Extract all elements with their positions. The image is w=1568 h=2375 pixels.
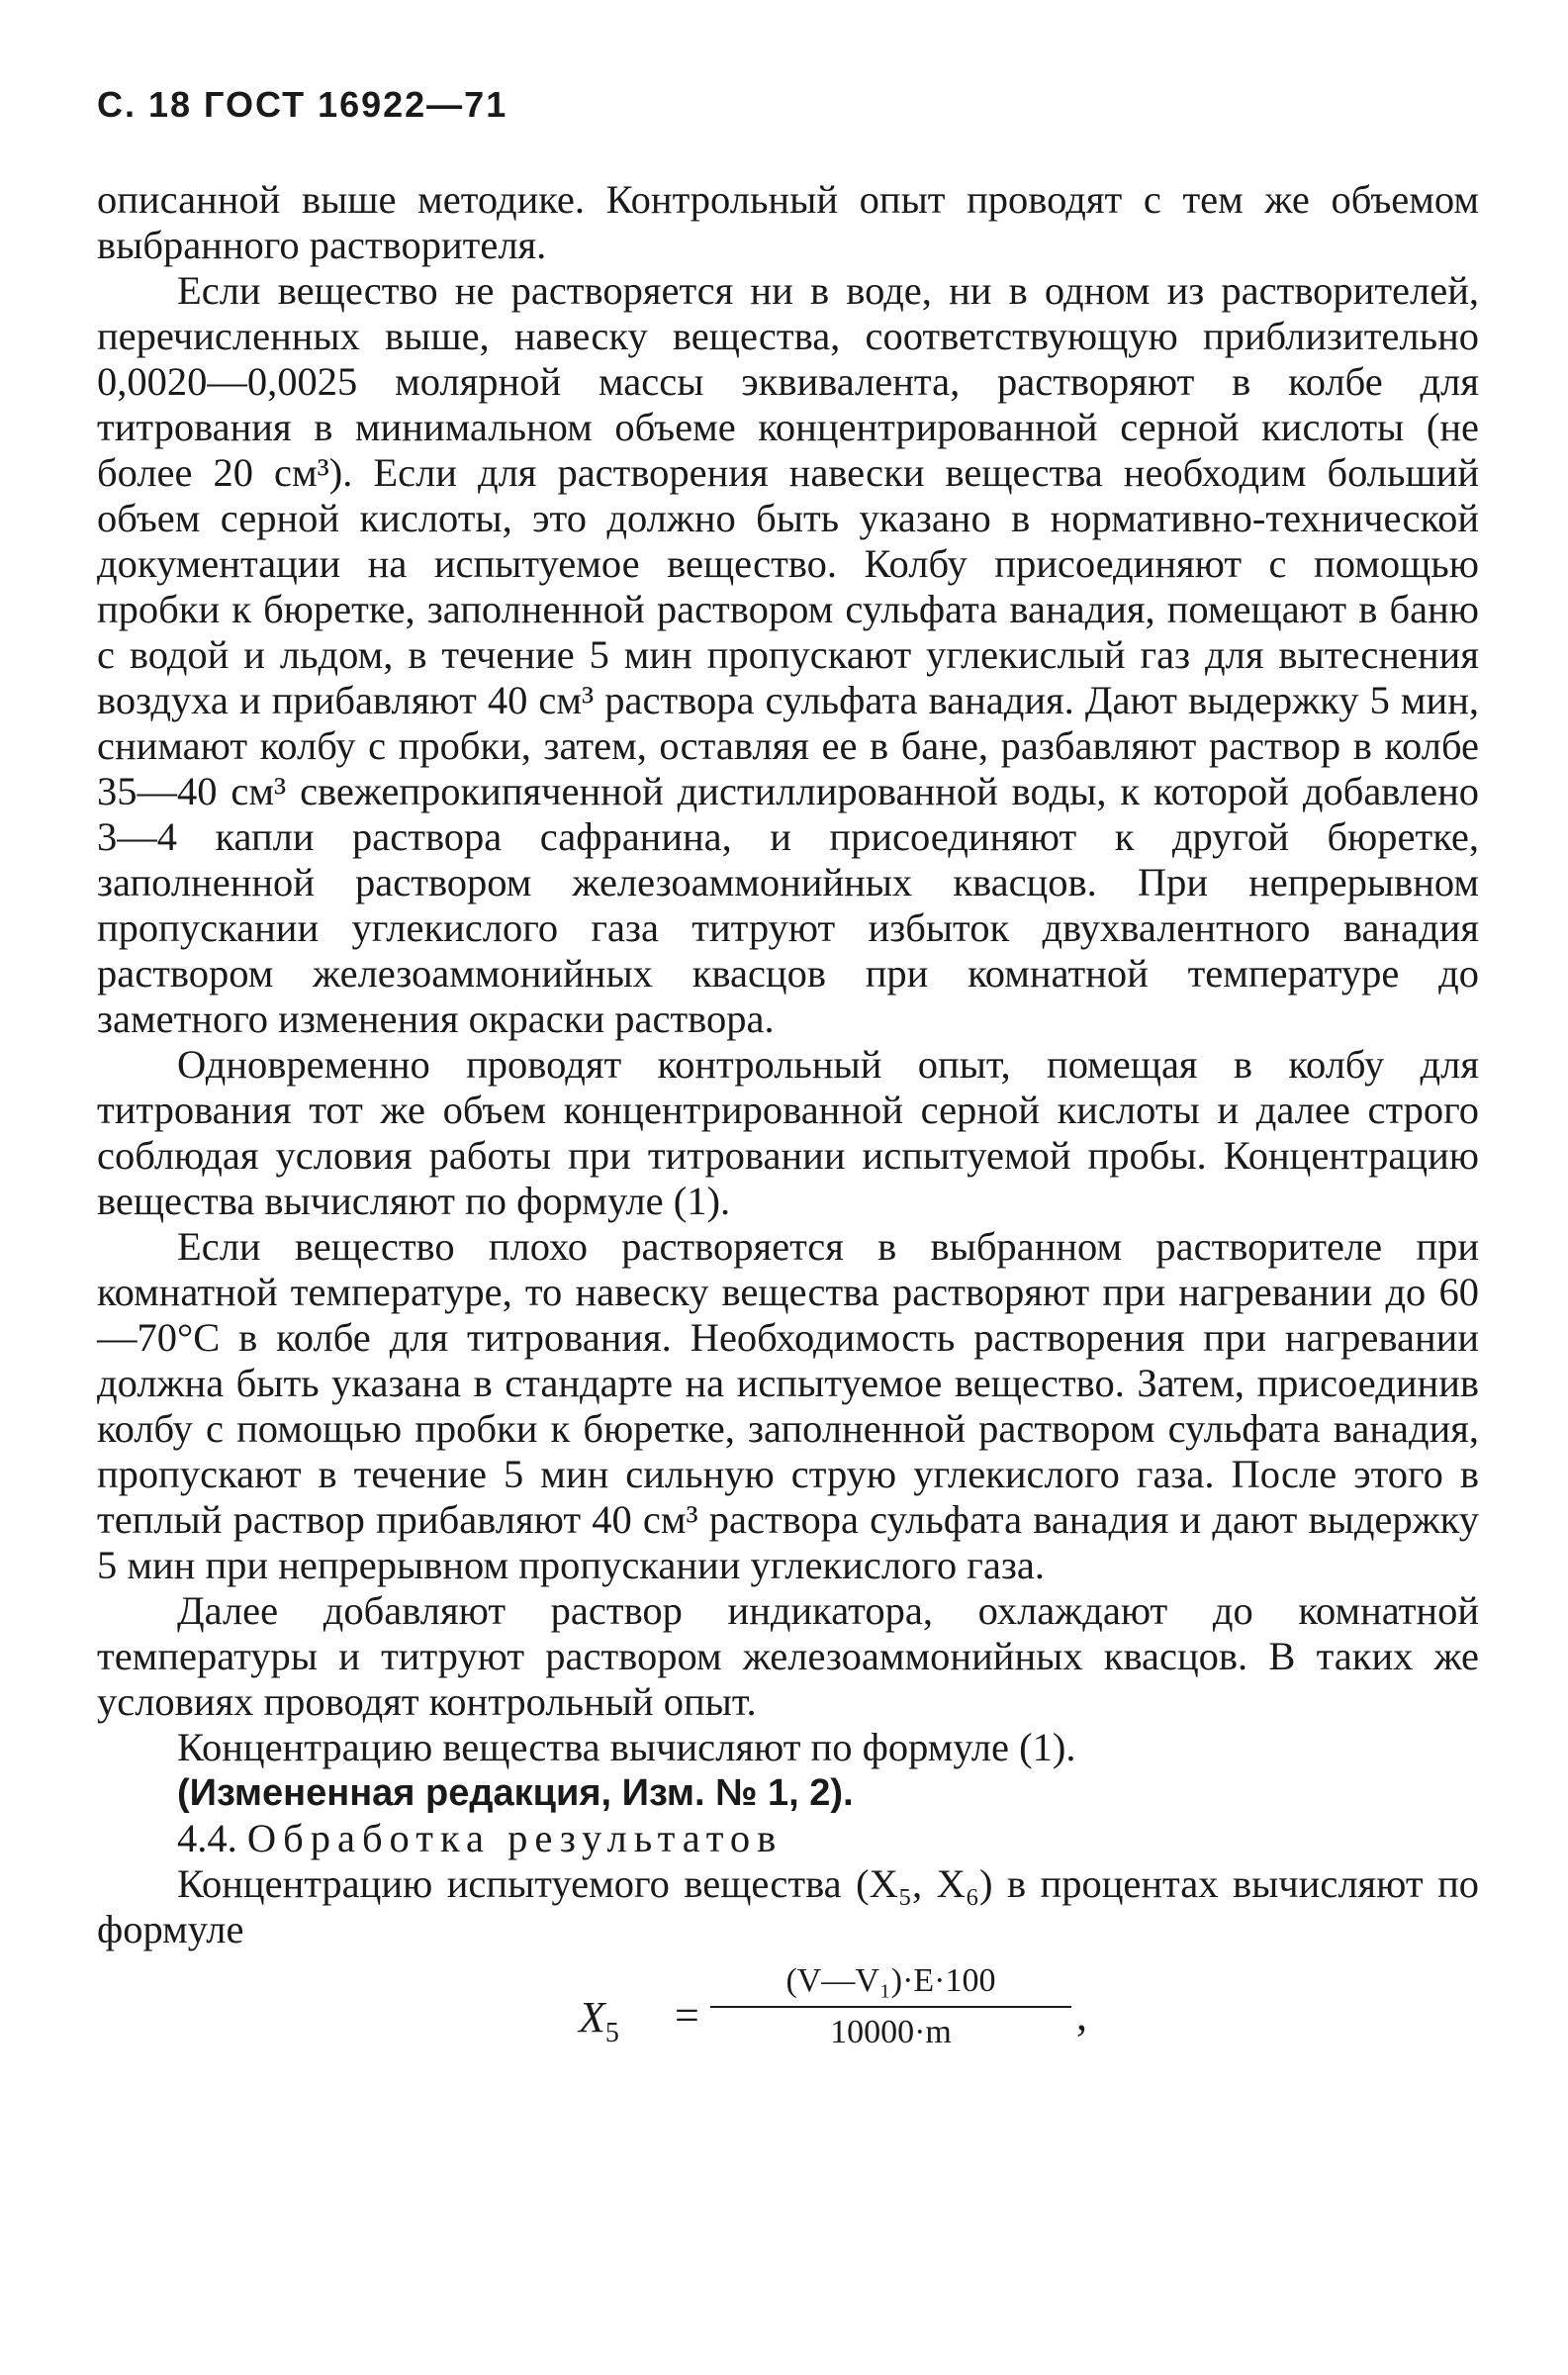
paragraph-formula-reference: Концентрацию вещества вычисляют по формуле (1).: [177, 1725, 1076, 1769]
section-heading: [97, 1816, 1479, 1861]
fraction-bar: [710, 2006, 1071, 2008]
formula-fraction: [710, 1962, 1071, 2051]
formula-numerator: (V—V₁)·E·100: [785, 1962, 996, 1999]
section-number: 4.4.: [177, 1816, 237, 1860]
formula-lhs-var: X: [579, 1993, 605, 2042]
formula-denominator: 10000·m: [830, 2014, 952, 2050]
formula-lhs: [579, 1992, 619, 2049]
formula-x5: [97, 1962, 1479, 2071]
paragraph-continuation: описанной выше методике. Контрольный опыт проводят с тем же объемом выбранного растворителя.: [97, 177, 1479, 267]
formula-trailing-comma: ,: [1076, 1991, 1087, 2040]
paragraph-control-experiment: Одновременно проводят контрольный опыт, помещая в колбу для титрования тот же объем концентрированной серной кислоты и далее строго соблюдая условия работы при титровании испытуемой пробы. Концентрацию вещества вычисляют по формуле (1).: [97, 1042, 1479, 1223]
paragraph-insoluble-method: Если вещество не растворяется ни в воде, ни в одном из растворителей, перечисленных выше, навеску вещества, соответствующую приблизительно 0,0020—0,0025 молярной массы эквивалента, растворяют в колбе для титрования в минимальном объеме концентрированной серной кислоты (не более 20 см³). Если для растворения навески вещества необходим больший объем серной кислоты, это должно быть указано в нормативно-технической документации на испытуемое вещество. Колбу присоединяют с помощью пробки к бюретке, заполненной раствором сульфата ванадия, помещают в баню с водой и льдом, в течение 5 мин пропускают углекислый газ для вытеснения воздуха и прибавляют 40 см³ раствора сульфата ванадия. Дают выдержку 5 мин, снимают колбу с пробки, затем, оставляя ее в бане, разбавляют раствор в колбе 35—40 см³ свежепрокипяченной дистиллированной воды, к которой добавлено 3—4 капли раствора сафранина, и присоединяют к другой бюретке, заполненной раствором железоаммонийных квасцов. При непрерывном пропускании углекислого газа титруют избыток двухвалентного ванадия раствором железоаммонийных квасцов при комнатной температуре до заметного изменения окраски раствора.: [97, 268, 1479, 1041]
formula-lhs-subscript: 5: [604, 2017, 619, 2048]
amendment-note: (Измененная редакция, Изм. № 1, 2).: [177, 1772, 854, 1814]
paragraph-heating-method: Если вещество плохо растворяется в выбранном растворителе при комнатной температуре, то навеску вещества растворяют при нагревании до 60—70°С в колбе для титрования. Необходимость растворения при нагревании должна быть указана в стандарте на испытуемое вещество. Затем, присоединив колбу с помощью пробки к бюретке, заполненной раствором сульфата ванадия, пропускают в течение 5 мин сильную струю углекислого газа. После этого в теплый раствор прибавляют 40 см³ раствора сульфата ванадия и дают выдержку 5 мин при непрерывном пропускании углекислого газа.: [97, 1224, 1479, 1587]
document-body: [97, 177, 1479, 2071]
paragraph-indicator: Далее добавляют раствор индикатора, охлаждают до комнатной температуры и титруют раствором железоаммонийных квасцов. В таких же условиях проводят контрольный опыт.: [97, 1588, 1479, 1724]
formula-equals: =: [675, 1991, 699, 2040]
page-header: С. 18 ГОСТ 16922—71: [97, 84, 508, 125]
section-title: Обработка результатов: [246, 1816, 784, 1860]
paragraph-calculation-intro: Концентрацию испытуемого вещества (X₅, X₆) в процентах вычисляют по формуле: [97, 1861, 1479, 1951]
